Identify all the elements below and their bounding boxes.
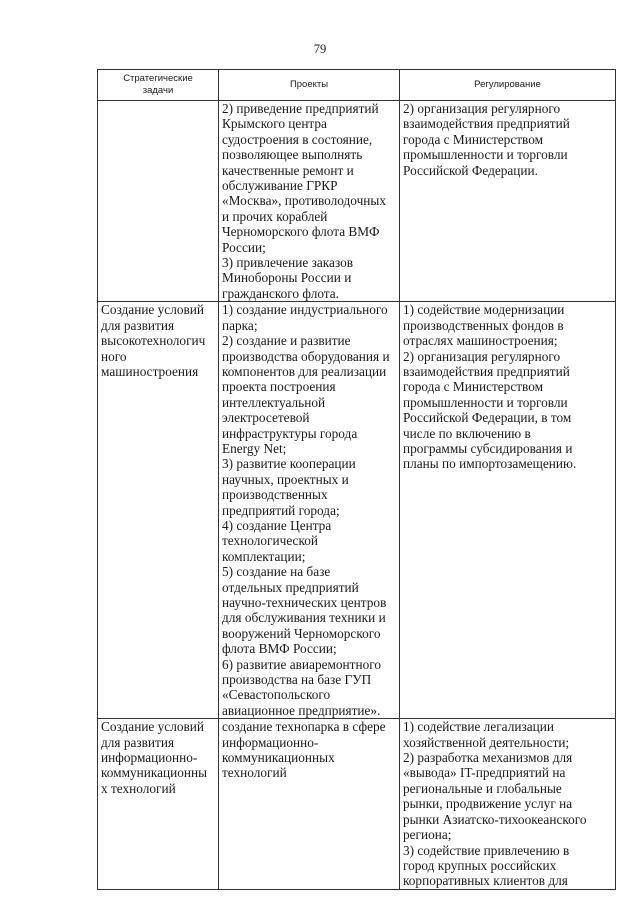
cell-regulation	[400, 302, 616, 719]
cell-line: для развития	[101, 734, 175, 750]
cell-line: Российской Федерации, в том	[403, 410, 572, 426]
cell-line: 2) создание и развитие	[222, 333, 351, 349]
cell-line: Минобороны России и	[222, 270, 352, 286]
cell-line: региональные и глобальные	[403, 780, 562, 796]
cell-line: 3) развитие кооперации	[222, 456, 356, 472]
cell-line: технологий	[222, 765, 287, 781]
cell-task	[98, 302, 219, 719]
cell-line: гражданского флота.	[222, 285, 339, 301]
cell-line: технологической	[222, 533, 318, 549]
cell-line: научно-технических центров	[222, 595, 387, 610]
table-header-row	[98, 70, 616, 101]
cell-line: региона;	[403, 827, 452, 843]
cell-line: высокотехнологич	[101, 333, 206, 349]
cell-regulation	[400, 101, 616, 302]
cell-line: информационно-	[101, 750, 198, 766]
cell-line: 2) приведение предприятий	[222, 101, 379, 116]
cell-line: Energy Net;	[222, 440, 287, 456]
header-line: Стратегические	[123, 73, 193, 84]
cell-line: и прочих кораблей	[222, 208, 328, 224]
cell-line: города с Министерством	[403, 379, 544, 395]
cell-line: производства на базе ГУП	[222, 672, 372, 688]
cell-line: Крымского центра	[222, 116, 327, 132]
cell-projects	[219, 302, 400, 719]
cell-task	[98, 101, 219, 302]
cell-projects	[219, 719, 400, 889]
cell-line: парка;	[222, 317, 258, 333]
cell-line: рынки, продвижение услуг на	[403, 796, 573, 812]
cell-line: коммуникационных	[222, 750, 335, 766]
page-number: 79	[313, 42, 327, 56]
cell-line: корпоративных клиентов для	[403, 873, 568, 889]
cell-line: отдельных предприятий	[222, 579, 359, 595]
header-regulation: Регулирование	[400, 70, 616, 101]
cell-line: компонентов для реализации	[222, 363, 387, 379]
cell-line: коммуникационны	[101, 765, 208, 781]
cell-line: 1) содействие модернизации	[403, 302, 565, 318]
header-projects: Проекты	[219, 70, 400, 101]
cell-line: 1) содействие легализации	[403, 719, 554, 735]
cell-line: России;	[222, 239, 266, 255]
cell-line: информационно-	[222, 734, 319, 750]
header-line: задачи	[142, 85, 174, 96]
cell-line: «вывода» IT-предприятий на	[403, 765, 566, 781]
cell-line: производственных	[222, 487, 328, 503]
cell-line: 2) разработка механизмов для	[403, 750, 573, 766]
cell-line: Черноморского флота ВМФ	[222, 224, 380, 240]
cell-line: электросетевой	[222, 410, 310, 426]
cell-line: 4) создание Центра	[222, 517, 332, 533]
cell-line: позволяющее выполнять	[222, 147, 363, 163]
cell-line: числе по включению в	[403, 425, 531, 441]
cell-line: ного	[101, 348, 127, 364]
cell-line: рынки Азиатско-тихоокеанского	[403, 811, 587, 827]
cell-line: машиностроения	[101, 363, 199, 379]
cell-line: промышленности и торговли	[403, 394, 568, 410]
table-row	[98, 302, 616, 719]
cell-line: качественные ремонт и	[222, 162, 354, 178]
header-strategic-tasks	[98, 70, 219, 101]
cell-line: «Севастопольского	[222, 687, 331, 703]
cell-line: вооружений Черноморского	[222, 625, 381, 641]
cell-line: взаимодействия предприятий	[403, 116, 570, 132]
cell-line: 1) создание индустриального	[222, 302, 388, 318]
cell-line: обслуживание ГРКР	[222, 178, 338, 194]
table-row	[98, 101, 616, 302]
cell-line: х технологий	[101, 780, 176, 796]
cell-line: проекта построения	[222, 379, 336, 395]
cell-line: производственных фондов в	[403, 317, 564, 333]
cell-line: планы по импортозамещению.	[403, 456, 577, 472]
cell-line: взаимодействия предприятий	[403, 363, 570, 379]
cell-line: 3) привлечение заказов	[222, 255, 354, 271]
cell-line: инфраструктуры города	[222, 425, 358, 441]
cell-line: 2) организация регулярного	[403, 348, 561, 364]
cell-line: «Москва», противолодочных	[222, 193, 386, 209]
cell-line: 2) организация регулярного	[403, 101, 561, 116]
cell-line: 6) развитие авиаремонтного	[222, 656, 382, 672]
cell-line: создание технопарка в сфере	[222, 719, 386, 735]
cell-projects	[219, 101, 400, 302]
cell-line: Создание условий	[101, 302, 204, 318]
cell-regulation	[400, 719, 616, 889]
cell-line: для развития	[101, 317, 175, 333]
cell-line: комплектации;	[222, 548, 306, 564]
cell-line: программы субсидирования и	[403, 440, 573, 456]
cell-line: город крупных российских	[403, 857, 557, 873]
cell-line: интеллектуальной	[222, 394, 326, 410]
cell-line: судостроения в состояние,	[222, 131, 373, 147]
cell-line: города с Министерством	[403, 131, 544, 147]
cell-line: для обслуживания техники и	[222, 610, 386, 626]
cell-line: отраслях машиностроения;	[403, 333, 558, 349]
cell-line: Создание условий	[101, 719, 204, 735]
cell-line: 3) содействие привлечению в	[403, 842, 570, 858]
cell-line: производства оборудования и	[222, 348, 390, 364]
cell-line: хозяйственной деятельности;	[403, 734, 570, 750]
cell-line: 5) создание на базе	[222, 564, 331, 580]
table-row	[98, 719, 616, 889]
cell-task	[98, 719, 219, 889]
cell-line: авиационное предприятие».	[222, 702, 381, 718]
cell-line: промышленности и торговли	[403, 147, 568, 163]
cell-line: флота ВМФ России;	[222, 641, 337, 657]
strategy-table	[97, 69, 616, 890]
cell-line: научных, проектных и	[222, 471, 349, 487]
cell-line: предприятий города;	[222, 502, 340, 518]
cell-line: Российской Федерации.	[403, 162, 538, 178]
